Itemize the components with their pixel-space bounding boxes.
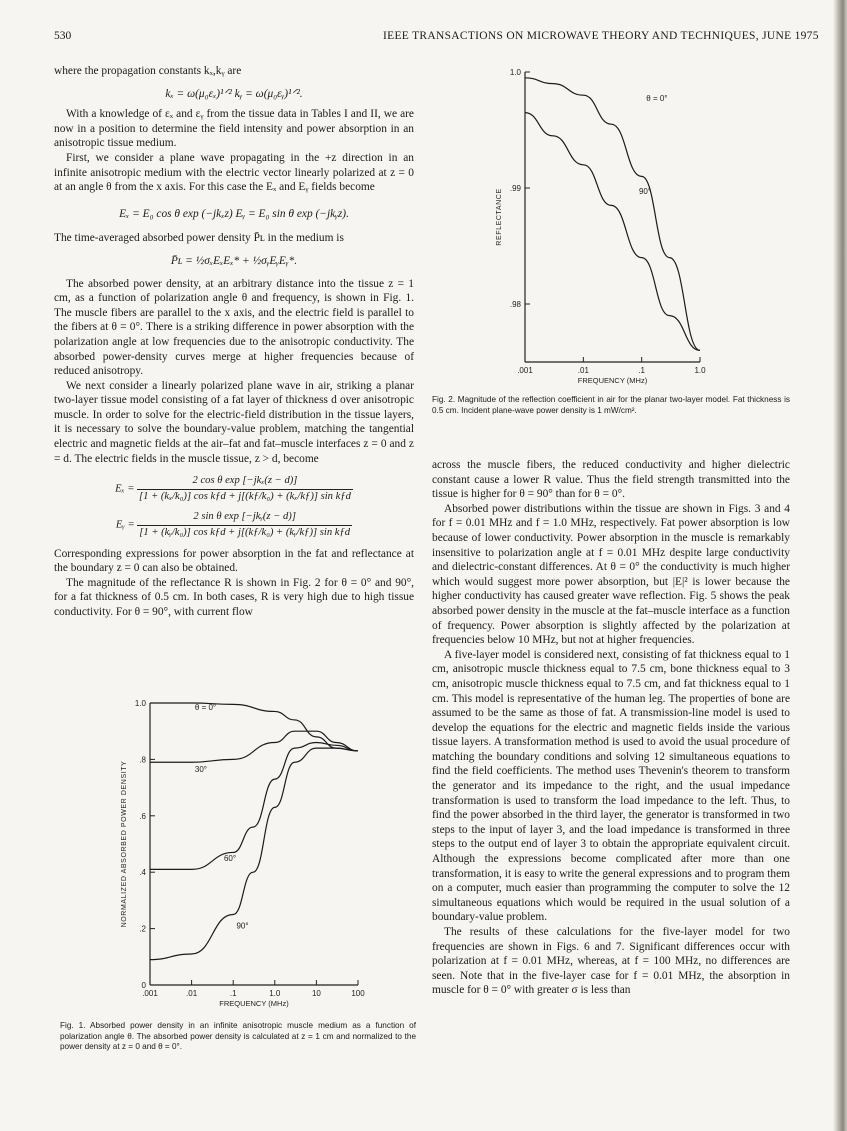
- y-tick-label: 0: [141, 981, 146, 990]
- y-tick-label: 1.0: [509, 68, 521, 77]
- equation-ey: [54, 510, 414, 540]
- paragraph: where the propagation constants kₓ,kᵧ are: [54, 65, 242, 77]
- paragraph: The results of these calculations for the five-layer model for two frequencies are shown in Figs. 6 and 7. Significant differences occur with polarization at f = 0.01 MHz, whereas, at f = 100 MHz, no differences are seen. Note that in the five-layer case for f = 0.01 MHz, the absorption in muscle for θ = 0° with greater σ is less than: [432, 926, 790, 997]
- y-tick-label: .6: [139, 811, 146, 821]
- page-number: 530: [54, 30, 72, 42]
- equation: kₓ = ω(μ₀εₓ)¹ᐟ² kᵧ = ω(μ₀εᵧ)¹ᐟ².: [165, 87, 303, 100]
- paragraph: The magnitude of the reflectance R is shown in Fig. 2 for θ = 0° and 90°, for a fat thickness of 0.5 cm. In both cases, R is very high due to high tissue conductivity. For θ = 90°, with current flow: [54, 576, 414, 618]
- series-line: [525, 113, 700, 351]
- series-label: θ = 0°: [194, 703, 217, 713]
- figure-2-caption: Fig. 2. Magnitude of the reflection coefficient in air for the planar two-layer model. Fat thickness is 0.5 cm. Incident plane-wave power density is 1 mW/cm².: [432, 395, 790, 415]
- x-tick-label: .001: [142, 989, 158, 998]
- series-label: 90°: [638, 186, 652, 196]
- paragraph: We next consider a linearly polarized plane wave in air, striking a planar two-layer tissue model consisting of a fat layer of thickness d over anisotropic muscle. In order to solve for the electric-field distribution in the tissue layers, it is necessary to solve the boundary-value problem, matching the tangential electric and magnetic fields at the air–fat and fat–muscle interfaces z = 0 and z = d. The electric fields in the muscle tissue, z > d, become: [54, 379, 414, 465]
- equation-lhs: Eᵧ =: [115, 519, 135, 531]
- left-column-top: [54, 64, 414, 620]
- paragraph: The time-averaged absorbed power density P̄ʟ in the medium is: [54, 232, 344, 245]
- y-tick-label: .4: [139, 868, 146, 878]
- y-tick-label: .8: [139, 755, 146, 765]
- x-tick-label: .1: [638, 366, 646, 375]
- y-axis-label: NORMALIZED ABSORBED POWER DENSITY: [121, 760, 128, 928]
- scan-edge: [833, 0, 847, 1131]
- figure-1-chart: [100, 695, 380, 1015]
- y-tick-label: .2: [139, 924, 146, 934]
- y-tick-label: .99: [509, 184, 521, 193]
- figure-2-chart: [485, 62, 755, 392]
- paragraph: across the muscle fibers, the reduced conductivity and higher dielectric constant cause a lower R value. Thus the field strength transmitted into the tissue is higher for θ = 90° than for θ = 0°.: [432, 459, 790, 501]
- figure-1-caption: Fig. 1. Absorbed power density in an infinite anisotropic muscle medium as a function of polarization angle θ. The absorbed power density is calculated at z = 1 cm and normalized to the power density at z = 0 and θ = 0°.: [60, 1021, 416, 1052]
- paragraph: With a knowledge of εₓ and εᵧ from the tissue data in Tables I and II, we are now in a position to determine the field intensity and power absorption in an anisotropic tissue medium.: [54, 108, 414, 150]
- equation-lhs: Eₓ =: [115, 483, 135, 495]
- journal-header: IEEE TRANSACTIONS ON MICROWAVE THEORY AND TECHNIQUES, JUNE 1975: [383, 30, 819, 42]
- x-tick-label: .1: [229, 989, 237, 998]
- paragraph: Absorbed power distributions within the tissue are shown in Figs. 3 and 4 for f = 0.01 MHz and f = 1.0 MHz, respectively. Fat power absorption is low because of lower conductivity. Power absorption in the muscle is remarkably insensitive to polarization angle at f = 0.01 MHz despite large conductivity and dielectric-constant differences. At θ = 0° the conductivity is much higher which would suggest more power absorption, but |E|² is lower because the higher conductivity has caused greater wave reflection. Fig. 5 shows the peak absorbed power density in the muscle at the fat–muscle interface as a function of frequency. Power absorption is slightly affected by the polarization at frequencies below 10 MHz, but not at higher frequencies.: [432, 502, 790, 647]
- paragraph: Corresponding expressions for power absorption in the fat and reflectance at the boundary z = 0 can also be obtained.: [54, 547, 414, 575]
- paragraph: First, we consider a plane wave propagating in the +z direction in an infinite anisotropic medium with the electric vector linearly polarized at z = 0 at an angle θ from the x axis. For this case the Eₓ and Eᵧ fields become: [54, 151, 414, 194]
- x-tick-label: .01: [186, 989, 198, 998]
- series-label: 60°: [223, 853, 237, 863]
- equation-denominator: [1 + (kᵧ/k₀)] cos kƒd + j[(kƒ/k₀) + (kᵧ/kƒ)] sin kƒd: [139, 527, 351, 539]
- equation-ex: [54, 474, 414, 504]
- y-tick-label: 1.0: [134, 699, 146, 708]
- x-tick-label: 10: [311, 989, 321, 998]
- series-label: 90°: [236, 921, 249, 931]
- equation-denominator: [1 + (kₓ/k₀)] cos kƒd + j[(kƒ/k₀) + (kₓ/kƒ)] sin kƒd: [139, 490, 351, 502]
- x-axis-label: FREQUENCY (MHz): [219, 999, 289, 1008]
- series-line: [150, 748, 358, 960]
- y-tick-label: .98: [509, 300, 521, 309]
- equation-numerator: 2 sin θ exp [−jkᵧ(z − d)]: [137, 510, 352, 526]
- x-tick-label: 100: [351, 989, 365, 998]
- equation-numerator: 2 cos θ exp [−jkₓ(z − d)]: [137, 474, 353, 490]
- equation: P̄ʟ = ½σₓEₓEₓ* + ½σᵧEᵧEᵧ*.: [170, 254, 298, 267]
- series-line: [525, 78, 700, 351]
- equation: Eₓ = E₀ cos θ exp (−jkₓz) Eᵧ = E₀ sin θ exp (−jkᵧz).: [119, 207, 349, 220]
- x-tick-label: .001: [517, 366, 533, 375]
- series-label: 30°: [194, 765, 208, 775]
- x-tick-label: 1.0: [694, 366, 706, 375]
- x-axis-label: FREQUENCY (MHz): [577, 376, 648, 385]
- paragraph: The absorbed power density, at an arbitrary distance into the tissue z = 1 cm, as a function of polarization angle θ and frequency, is shown in Fig. 1. The muscle fibers are parallel to the x axis, and the electric field is parallel to the fibers at θ = 0°. There is a striking difference in power absorption with the polarization angle at low frequencies due to the anisotropic conductivity. The absorbed power-density curves merge at higher frequencies because of reduced anisotropy.: [54, 277, 414, 378]
- y-axis-label: REFLECTANCE: [496, 188, 503, 246]
- series-line: [150, 742, 358, 869]
- x-tick-label: .01: [577, 366, 589, 375]
- paragraph: A five-layer model is considered next, consisting of fat thickness equal to 1 cm, anisotropic muscle thickness equal to 7.5 cm, bone thickness equal to 3 cm, anisotropic muscle thickness equal to 7.5 cm, and fat thickness equal to 1 cm. This model is representative of the human leg. The properties of bone are assumed to be the same as those of fat. A transmission-line model is used to develop the equations for the electric and magnetic fields inside the various tissue layers. A transformation method is used to avoid the usual procedure of matching the boundary conditions and solving 12 simultaneous equations to find the field coefficients. The method uses Thevenin's theorem to transform the generator and its impedance to the right, and the usual impedance transformation is used to transform the load impedance to the left. Thus, to find the power absorbed in the third layer, the generator is transformed in two steps to the input of layer 3, and the load impedance is transformed in three steps to the output end of layer 3 to obtain the appropriate equivalent circuit. Although the expressions become complicated after more than one transformation, it is easy to write the general expressions and to program them on a computer, much easier than programming the computer to solve the 12 simultaneous equations which would be required in the usual solution of a boundary-value problem.: [432, 648, 790, 924]
- x-tick-label: 1.0: [269, 989, 281, 998]
- right-column: [432, 458, 790, 998]
- series-label: θ = 0°: [646, 94, 668, 103]
- series-line: [150, 731, 358, 762]
